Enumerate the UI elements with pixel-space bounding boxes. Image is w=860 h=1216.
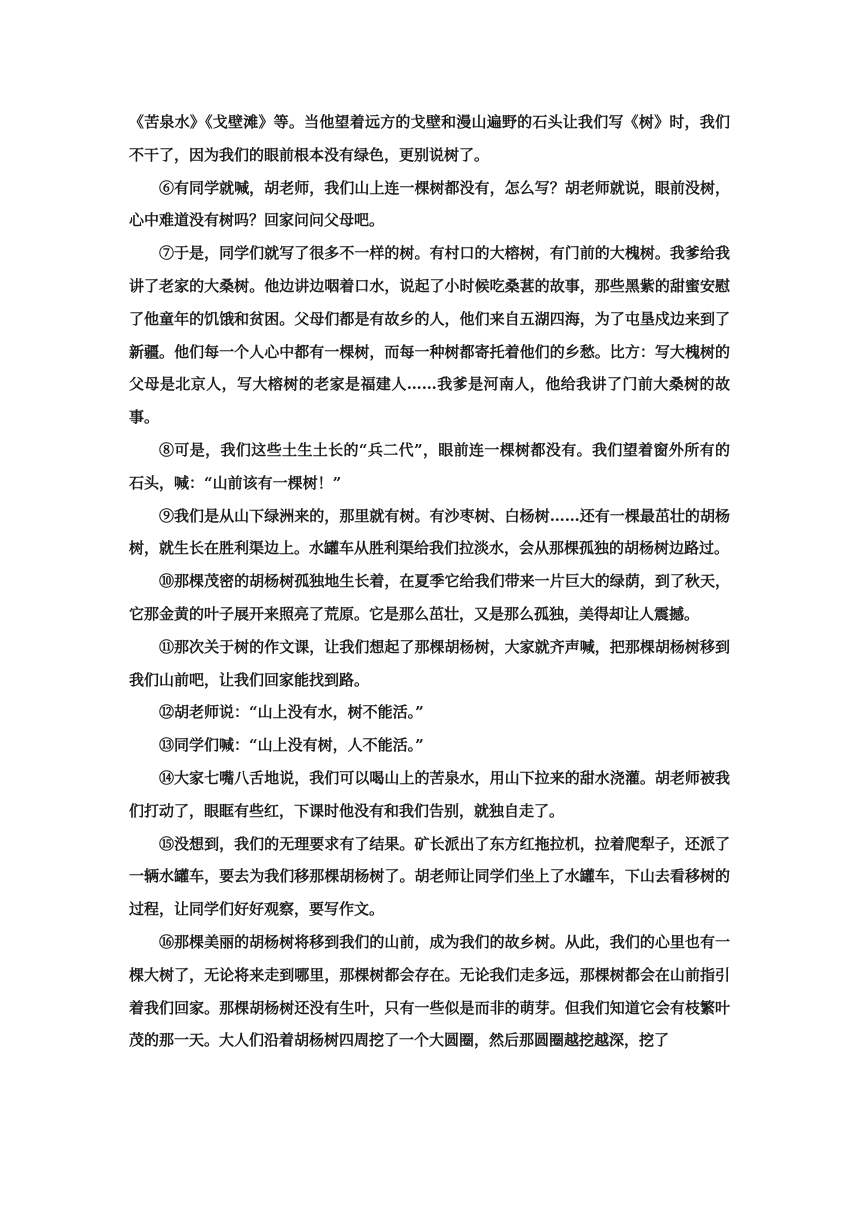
paragraph-12: ⑫胡老师说：“山上没有水，树不能活。” <box>159 703 424 722</box>
paragraph-13: ⑬同学们喊：“山上没有树，人不能活。” <box>159 736 424 755</box>
paragraph-16: ⑯那棵美丽的胡杨树将移到我们的山前，成为我们的故乡树。从此，我们的心里也有一棵大树了，无论将来走到哪里，那棵树都会存在。无论我们走多远，那棵树都会在山前指引着我们回家。那棵胡杨树还没有生叶，只有一些似是而非的萌芽。但我们知道它会有枝繁叶茂的那一天。大人们沿着胡杨树四周挖了一个大圆圈，然后那圆圈越挖越深，挖了 <box>129 932 730 1050</box>
paragraph-11: ⑪那次关于树的作文课，让我们想起了那棵胡杨树，大家就齐声喊，把那棵胡杨树移到我们山前吧，让我们回家能找到路。 <box>129 637 730 689</box>
paragraph-9: ⑨我们是从山下绿洲来的，那里就有树。有沙枣树、白杨树……还有一棵最茁壮的胡杨树，就生长在胜利渠边上。水罐车从胜利渠给我们拉淡水，会从那棵孤独的胡杨树边路过。 <box>129 506 730 558</box>
paragraph-10: ⑩那棵茂密的胡杨树孤独地生长着，在夏季它给我们带来一片巨大的绿荫，到了秋天，它那金黄的叶子展开来照亮了荒原。它是那么茁壮，又是那么孤独，美得却让人震撼。 <box>129 572 730 623</box>
paragraph-6: ⑥有同学就喊，胡老师，我们山上连一棵树都没有，怎么写？胡老师就说，眼前没树，心中难道没有树吗？回家问问父母吧。 <box>129 178 730 230</box>
article-body <box>129 106 730 1057</box>
paragraph-14: ⑭大家七嘴八舌地说，我们可以喝山上的苦泉水，用山下拉来的甜水浇灌。胡老师被我们打动了，眼眶有些红，下课时他没有和我们告别，就独自走了。 <box>129 768 730 820</box>
paragraph-15: ⑮没想到，我们的无理要求有了结果。矿长派出了东方红拖拉机，拉着爬犁子，还派了一辆水罐车，要去为我们移那棵胡杨树了。胡老师让同学们坐上了水罐车，下山去看移树的过程，让同学们好好观察，要写作文。 <box>129 834 730 919</box>
paragraph-8: ⑧可是，我们这些土生土长的“兵二代”，眼前连一棵树都没有。我们望着窗外所有的石头，喊：“山前该有一棵树！” <box>129 440 730 492</box>
paragraph-5-continued: 《苦泉水》《戈壁滩》等。当他望着远方的戈壁和漫山遍野的石头让我们写《树》时，我们不干了，因为我们的眼前根本没有绿色，更别说树了。 <box>129 113 730 164</box>
paragraph-7: ⑦于是，同学们就写了很多不一样的树。有村口的大榕树，有门前的大槐树。我爹给我讲了老家的大桑树。他边讲边咽着口水，说起了小时候吃桑葚的故事，那些黑紫的甜蜜安慰了他童年的饥饿和贫困。父母们都是有故乡的人，他们来自五湖四海，为了屯垦戍边来到了新疆。他们每一个人心中都有一棵树，而每一种树都寄托着他们的乡愁。比方：写大槐树的父母是北京人，写大榕树的老家是福建人……我爹是河南人，他给我讲了门前大桑树的故事。 <box>129 244 730 427</box>
